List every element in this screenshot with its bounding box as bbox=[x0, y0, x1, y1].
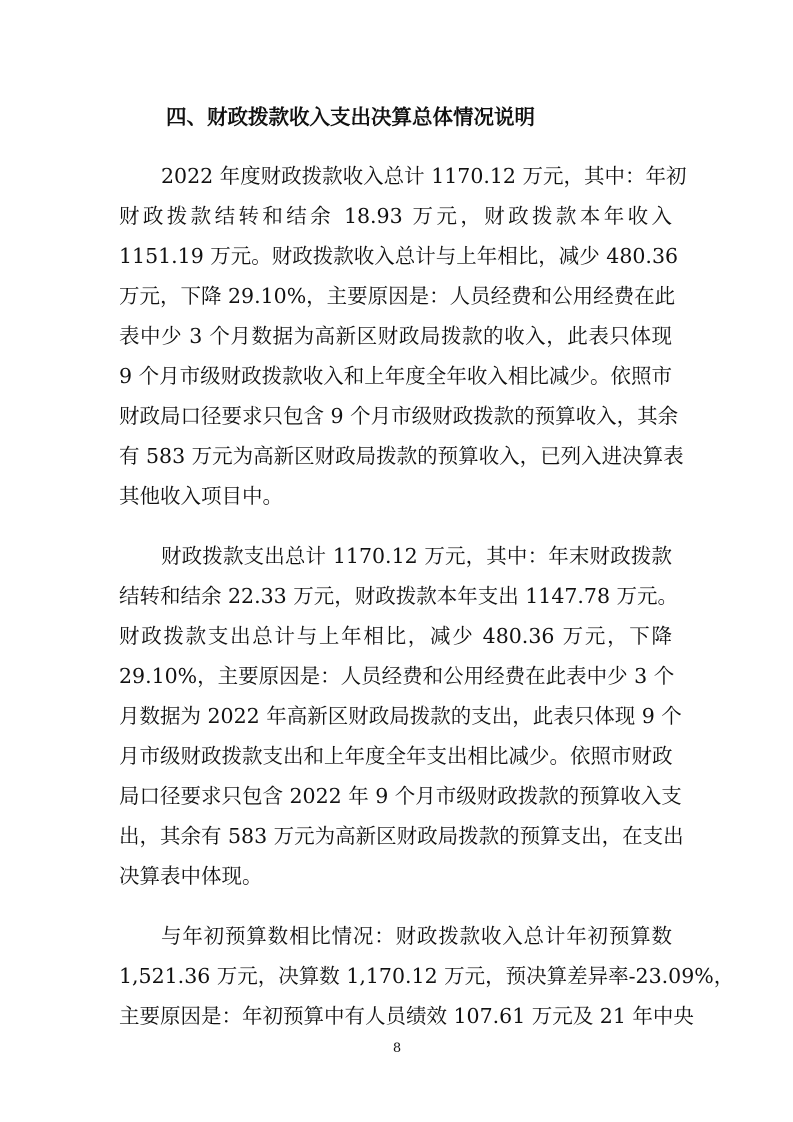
text-line: 万元，下降 29.10%，主要原因是：人员经费和公用经费在此 bbox=[119, 284, 676, 308]
page-number: 8 bbox=[392, 1041, 402, 1056]
text-line: 财政拨款支出总计与上年相比，减少 480.36 万元，下降 bbox=[119, 624, 672, 648]
text-line: 2022 年度财政拨款收入总计 1170.12 万元，其中：年初 bbox=[161, 164, 687, 188]
text-line: 其他收入项目中。 bbox=[119, 484, 283, 508]
text-line: 9 个月市级财政拨款收入和上年度全年收入相比减少。依照市 bbox=[119, 364, 672, 388]
text-line: 局口径要求只包含 2022 年 9 个月市级财政拨款的预算收入支 bbox=[119, 784, 682, 808]
text-line: 有 583 万元为高新区财政局拨款的预算收入，已列入进决算表 bbox=[119, 444, 684, 468]
text-line: 29.10%，主要原因是：人员经费和公用经费在此表中少 3 个 bbox=[119, 664, 675, 688]
text-line: 决算表中体现。 bbox=[119, 864, 263, 888]
text-line: 1,521.36 万元，决算数 1,170.12 万元，预决算差异率-23.09%， bbox=[119, 964, 735, 988]
text-line: 表中少 3 个月数据为高新区财政局拨款的收入，此表只体现 bbox=[119, 324, 672, 348]
text-line: 财政局口径要求只包含 9 个月市级财政拨款的预算收入，其余 bbox=[119, 404, 679, 428]
text-line: 1151.19 万元。财政拨款收入总计与上年相比，减少 480.36 bbox=[119, 244, 679, 268]
section-heading: 四、财政拨款收入支出决算总体情况说明 bbox=[166, 105, 535, 129]
text-line: 财政拨款结转和结余 18.93 万元，财政拨款本年收入 bbox=[119, 204, 672, 228]
text-line: 月数据为 2022 年高新区财政局拨款的支出，此表只体现 9 个 bbox=[119, 704, 682, 728]
text-line: 出，其余有 583 万元为高新区财政局拨款的预算支出，在支出 bbox=[119, 824, 684, 848]
text-line: 月市级财政拨款支出和上年度全年支出相比减少。依照市财政 bbox=[119, 744, 673, 768]
text-line: 结转和结余 22.33 万元，财政拨款本年支出 1147.78 万元。 bbox=[119, 584, 679, 608]
text-line: 财政拨款支出总计 1170.12 万元，其中：年末财政拨款 bbox=[161, 544, 672, 568]
text-line: 主要原因是：年初预算中有人员绩效 107.61 万元及 21 年中央 bbox=[119, 1004, 694, 1028]
text-line: 与年初预算数相比情况：财政拨款收入总计年初预算数 bbox=[161, 924, 672, 948]
